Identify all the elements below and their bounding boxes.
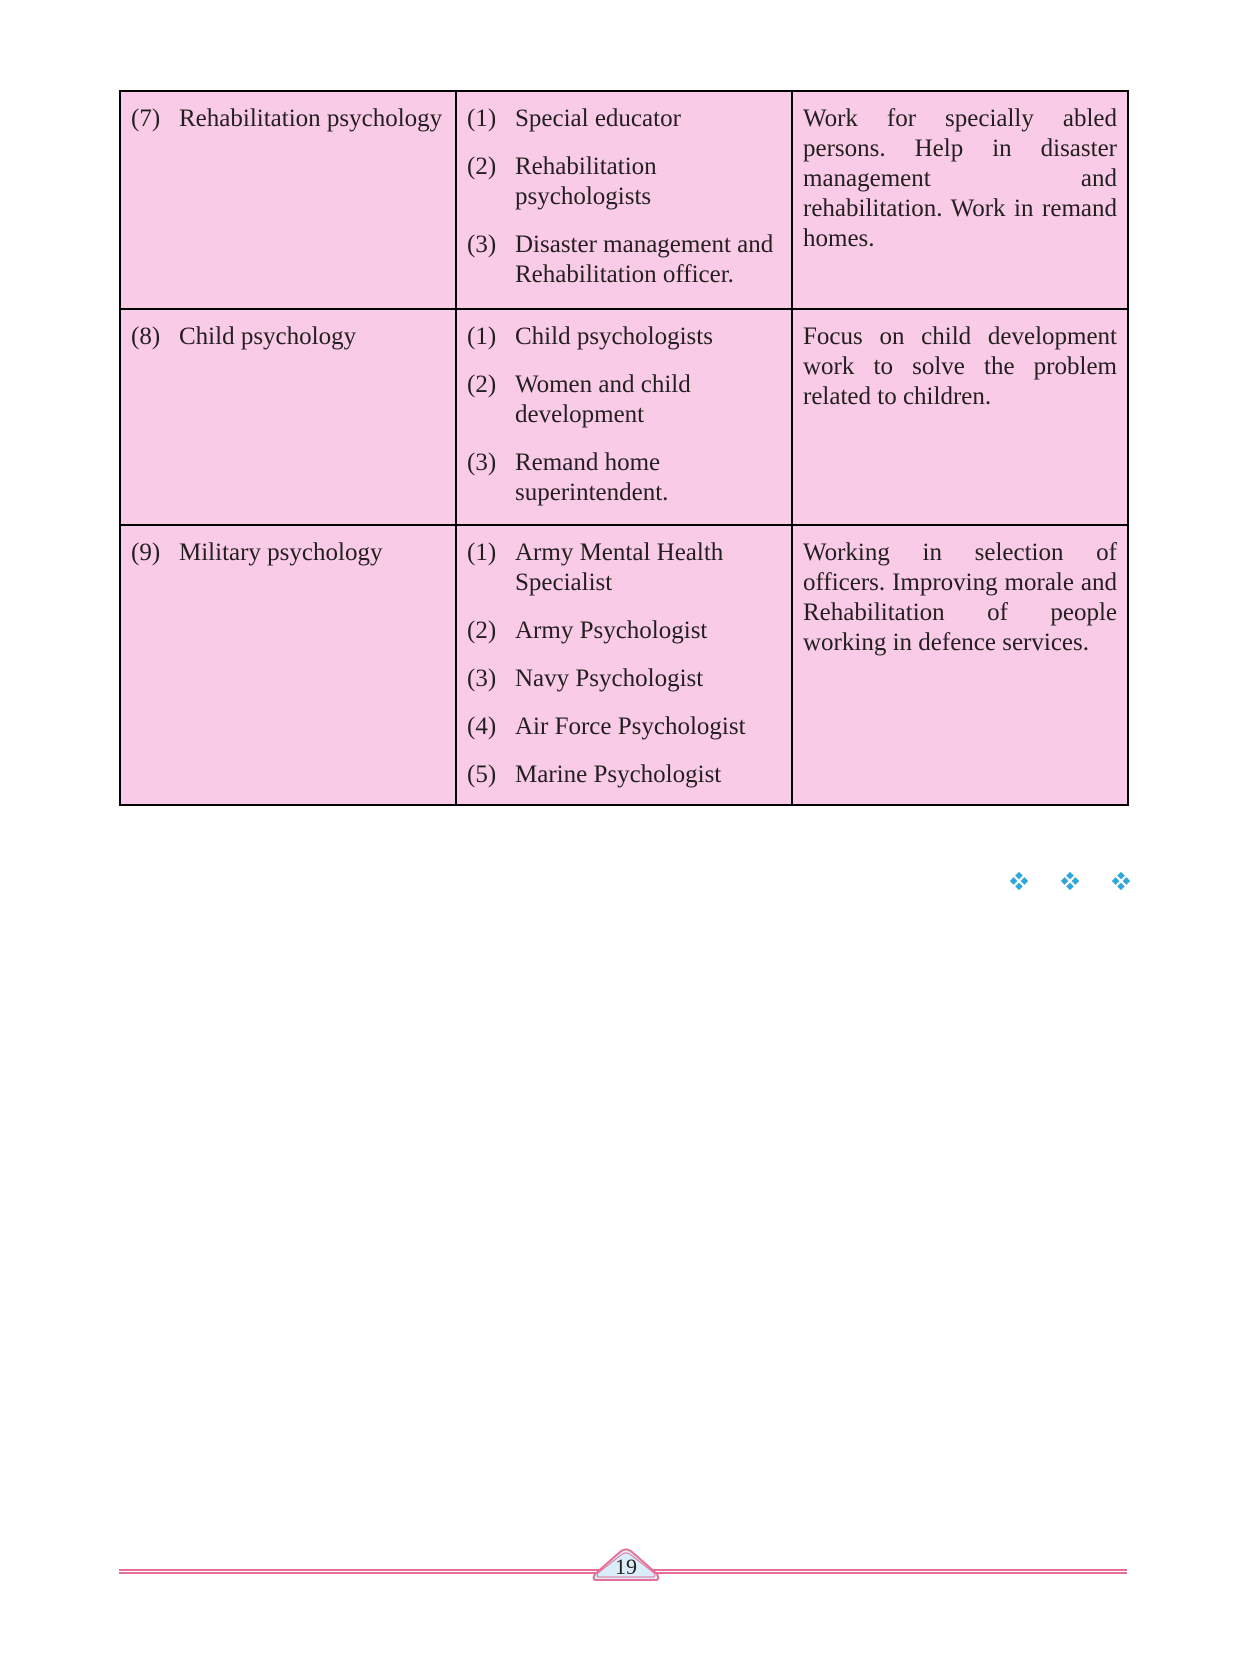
item-number: (3)	[467, 231, 497, 258]
list-item	[467, 448, 781, 508]
item-number: (2)	[467, 153, 497, 180]
table-row	[120, 91, 1128, 309]
item-number: (5)	[467, 761, 497, 788]
item-label: Navy Psychologist	[515, 665, 704, 692]
table-row	[120, 309, 1128, 525]
list-item	[467, 538, 781, 598]
table-row	[120, 525, 1128, 805]
item-number: (4)	[467, 713, 497, 740]
list-item	[467, 370, 781, 430]
field-cell	[120, 309, 456, 525]
field-number: (9)	[131, 539, 161, 566]
list-item	[467, 104, 781, 134]
list-item	[467, 616, 781, 646]
item-label: Marine Psychologist	[515, 761, 722, 788]
careers-cell	[456, 91, 792, 309]
career-table	[119, 90, 1129, 806]
list-item	[467, 322, 781, 352]
item-label: Women and child development	[515, 371, 691, 428]
item-label: Air Force Psychologist	[515, 713, 746, 740]
list-item	[467, 230, 781, 290]
item-number: (1)	[467, 105, 497, 132]
list-item	[467, 760, 781, 790]
section-end-ornaments	[1010, 872, 1130, 896]
description-text: Focus on child development work to solve the problem related to children.	[803, 323, 1117, 410]
description-cell	[792, 309, 1128, 525]
list-item	[467, 152, 781, 212]
careers-cell	[456, 309, 792, 525]
field-name: Military psychology	[179, 539, 383, 566]
item-number: (3)	[467, 665, 497, 692]
field-number: (7)	[131, 105, 161, 132]
description-text: Work for specially abled persons. Help in disaster management and rehabilitation. Work in remand homes.	[803, 105, 1117, 252]
diamond-flower-icon	[1112, 872, 1130, 890]
description-cell	[792, 525, 1128, 805]
diamond-flower-icon	[1010, 872, 1028, 890]
list-item	[467, 712, 781, 742]
field-cell	[120, 525, 456, 805]
page-number: 19	[615, 1554, 637, 1579]
description-cell	[792, 91, 1128, 309]
field-number: (8)	[131, 323, 161, 350]
career-list	[467, 322, 781, 508]
item-number: (2)	[467, 617, 497, 644]
item-label: Army Psychologist	[515, 617, 708, 644]
item-number: (1)	[467, 323, 497, 350]
careers-cell	[456, 525, 792, 805]
item-label: Disaster management and Rehabilitation officer.	[515, 231, 774, 288]
item-label: Remand home superintendent.	[515, 449, 669, 506]
item-label: Special educator	[515, 105, 681, 132]
item-label: Army Mental Health Specialist	[515, 539, 724, 596]
career-list	[467, 538, 781, 790]
diamond-flower-icon	[1061, 872, 1079, 890]
item-number: (3)	[467, 449, 497, 476]
item-number: (2)	[467, 371, 497, 398]
description-text: Working in selection of officers. Improving morale and Rehabilitation of people working in defence services.	[803, 539, 1117, 656]
field-name: Child psychology	[179, 323, 357, 350]
career-list	[467, 104, 781, 290]
item-label: Child psychologists	[515, 323, 713, 350]
field-name: Rehabilitation psychology	[179, 105, 443, 132]
item-number: (1)	[467, 539, 497, 566]
list-item	[467, 664, 781, 694]
field-cell	[120, 91, 456, 309]
item-label: Rehabilitation psychologists	[515, 153, 657, 210]
